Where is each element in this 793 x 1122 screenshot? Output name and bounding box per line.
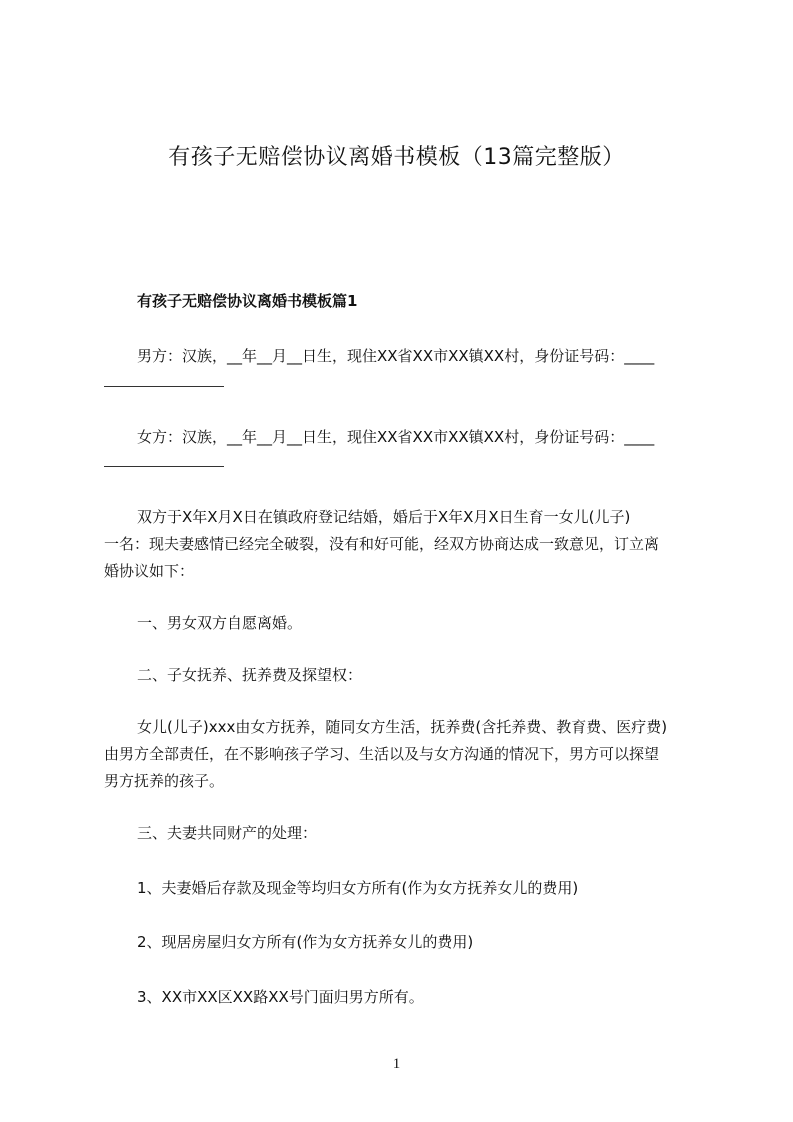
property-item-1: 1、夫妻婚后存款及现金等均归女方所有(作为女方抚养女儿的费用) [137, 879, 579, 897]
male-party-line: 男方：汉族，__年__月__日生，现住XX省XX市XX镇XX村，身份证号码：____ [137, 347, 655, 365]
custody-line-3: 男方抚养的孩子。 [104, 772, 225, 790]
clause-3-heading: 三、夫妻共同财产的处理： [137, 824, 318, 842]
custody-line-2: 由男方全部责任，在不影响孩子学习、生活以及与女方沟通的情况下，男方可以探望 [104, 745, 660, 763]
female-id-underline [104, 466, 224, 467]
intro-line-3: 婚协议如下： [104, 562, 195, 580]
intro-line-2: 一名：现夫妻感情已经完全破裂，没有和好可能，经双方协商达成一致意见，订立离 [104, 535, 660, 553]
property-item-2: 2、现居房屋归女方所有(作为女方抚养女儿的费用) [137, 933, 474, 951]
intro-line-1: 双方于X年X月X日在镇政府登记结婚，婚后于X年X月X日生育一女儿(儿子) [137, 508, 631, 526]
clause-2-heading: 二、子女抚养、抚养费及探望权： [137, 666, 363, 684]
section-heading: 有孩子无赔偿协议离婚书模板篇1 [137, 292, 358, 310]
property-item-3: 3、XX市XX区XX路XX号门面归男方所有。 [137, 988, 424, 1006]
document-title: 有孩子无赔偿协议离婚书模板（13篇完整版） [168, 145, 625, 170]
female-party-line: 女方：汉族，__年__月__日生，现住XX省XX市XX镇XX村，身份证号码：____ [137, 428, 655, 446]
male-id-underline [104, 386, 224, 387]
page-number: 1 [392, 1056, 401, 1072]
custody-line-1: 女儿(儿子)xxx由女方抚养，随同女方生活，抚养费(含托养费、教育费、医疗费) [137, 718, 668, 736]
clause-1: 一、男女双方自愿离婚。 [137, 614, 303, 632]
